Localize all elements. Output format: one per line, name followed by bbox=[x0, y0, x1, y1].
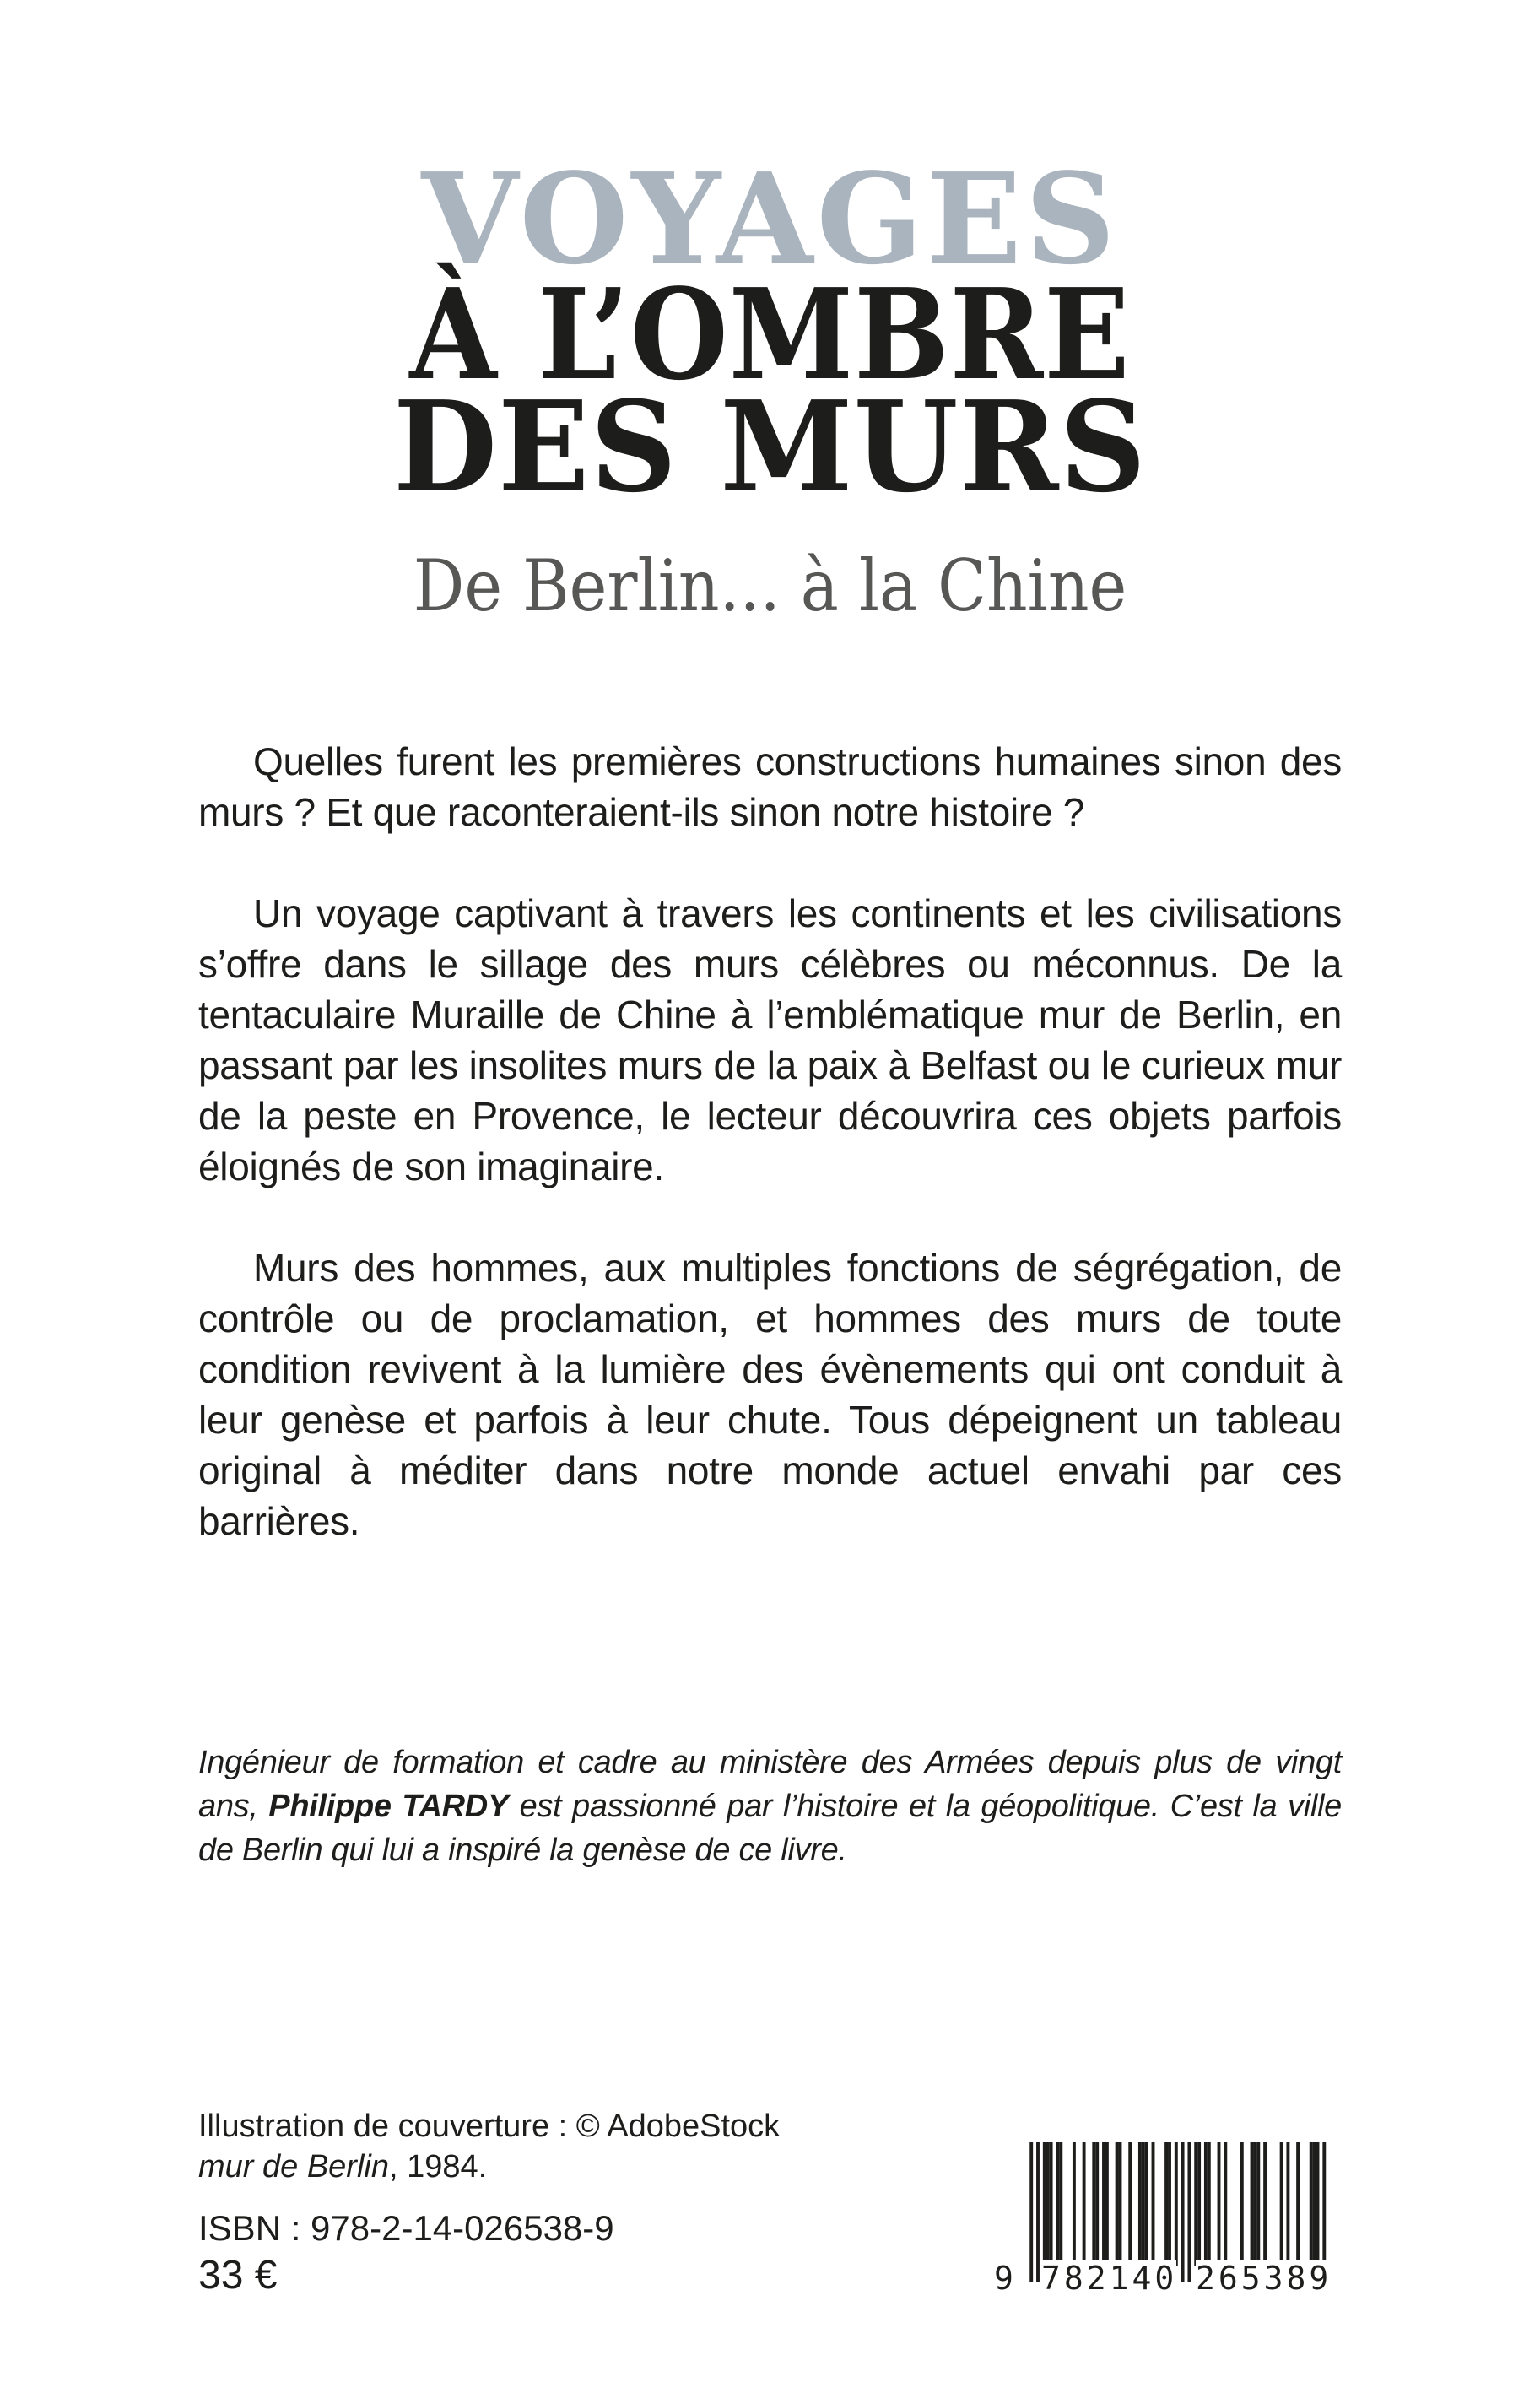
book-title-line-3: DES MURS bbox=[392, 373, 1148, 520]
barcode-digits-group-2: 265389 bbox=[1196, 2260, 1332, 2297]
author-bio bbox=[198, 1741, 1342, 1872]
cover-credit-line-2 bbox=[198, 2147, 780, 2187]
book-title-line-2: À L’OMBRE bbox=[409, 261, 1131, 408]
synopsis-paragraph-2: Un voyage captivant à travers les continents et les civilisations s’offre dans le sillage des murs célèbres ou méconnus. De la tentaculaire Muraille de Chine à l’emblématique mur de Berlin, en passant par les insolites murs de la paix à Belfast ou le curieux mur de la peste en Provence, le lecteur découvrira ces objets parfois éloignés de son imaginaire. bbox=[198, 891, 1342, 1188]
barcode-digits-group-1: 782140 bbox=[1041, 2260, 1178, 2297]
cover-credit-line-1: Illustration de couverture : © AdobeStock bbox=[198, 2109, 781, 2144]
synopsis-paragraph-1: Quelles furent les premières constructions humaines sinon des murs ? Et que raconteraient-ils sinon notre histoire ? bbox=[198, 739, 1342, 834]
ean13-barcode bbox=[994, 2142, 1343, 2297]
cover-credit-work-title: mur de Berlin bbox=[198, 2149, 389, 2185]
synopsis-paragraph-3: Murs des hommes, aux multiples fonctions de ségrégation, de contrôle ou de proclamation, et hommes des murs de toute condition revivent à la lumière des évènements qui ont conduit à leur genèse et parfois à leur chute. Tous dépeignent un tableau original à méditer dans notre monde actuel envahi par ces barrières. bbox=[198, 1246, 1342, 1543]
barcode-digit-leading: 9 bbox=[994, 2260, 1017, 2297]
book-title-line-1: VOYAGES bbox=[421, 145, 1119, 292]
cover-credit bbox=[198, 2106, 780, 2187]
author-name: Philippe TARDY bbox=[268, 1789, 509, 1824]
book-subtitle: De Berlin... à la Chine bbox=[413, 544, 1127, 627]
synopsis bbox=[198, 736, 1342, 1546]
author-bio-text-start: Ingénieur de formation et cadre au ministère des Armées depuis plus de vingt ans, bbox=[198, 1745, 1342, 1824]
price: 33 € bbox=[198, 2253, 278, 2298]
cover-credit-year: , 1984. bbox=[388, 2149, 488, 2185]
author-bio-text-end: est passionné par l’histoire et la géopolitique. C’est la ville de Berlin qui lui a inspiré la genèse de ce livre. bbox=[198, 1789, 1342, 1868]
isbn-line: ISBN : 978-2-14-026538-9 bbox=[198, 2208, 614, 2248]
